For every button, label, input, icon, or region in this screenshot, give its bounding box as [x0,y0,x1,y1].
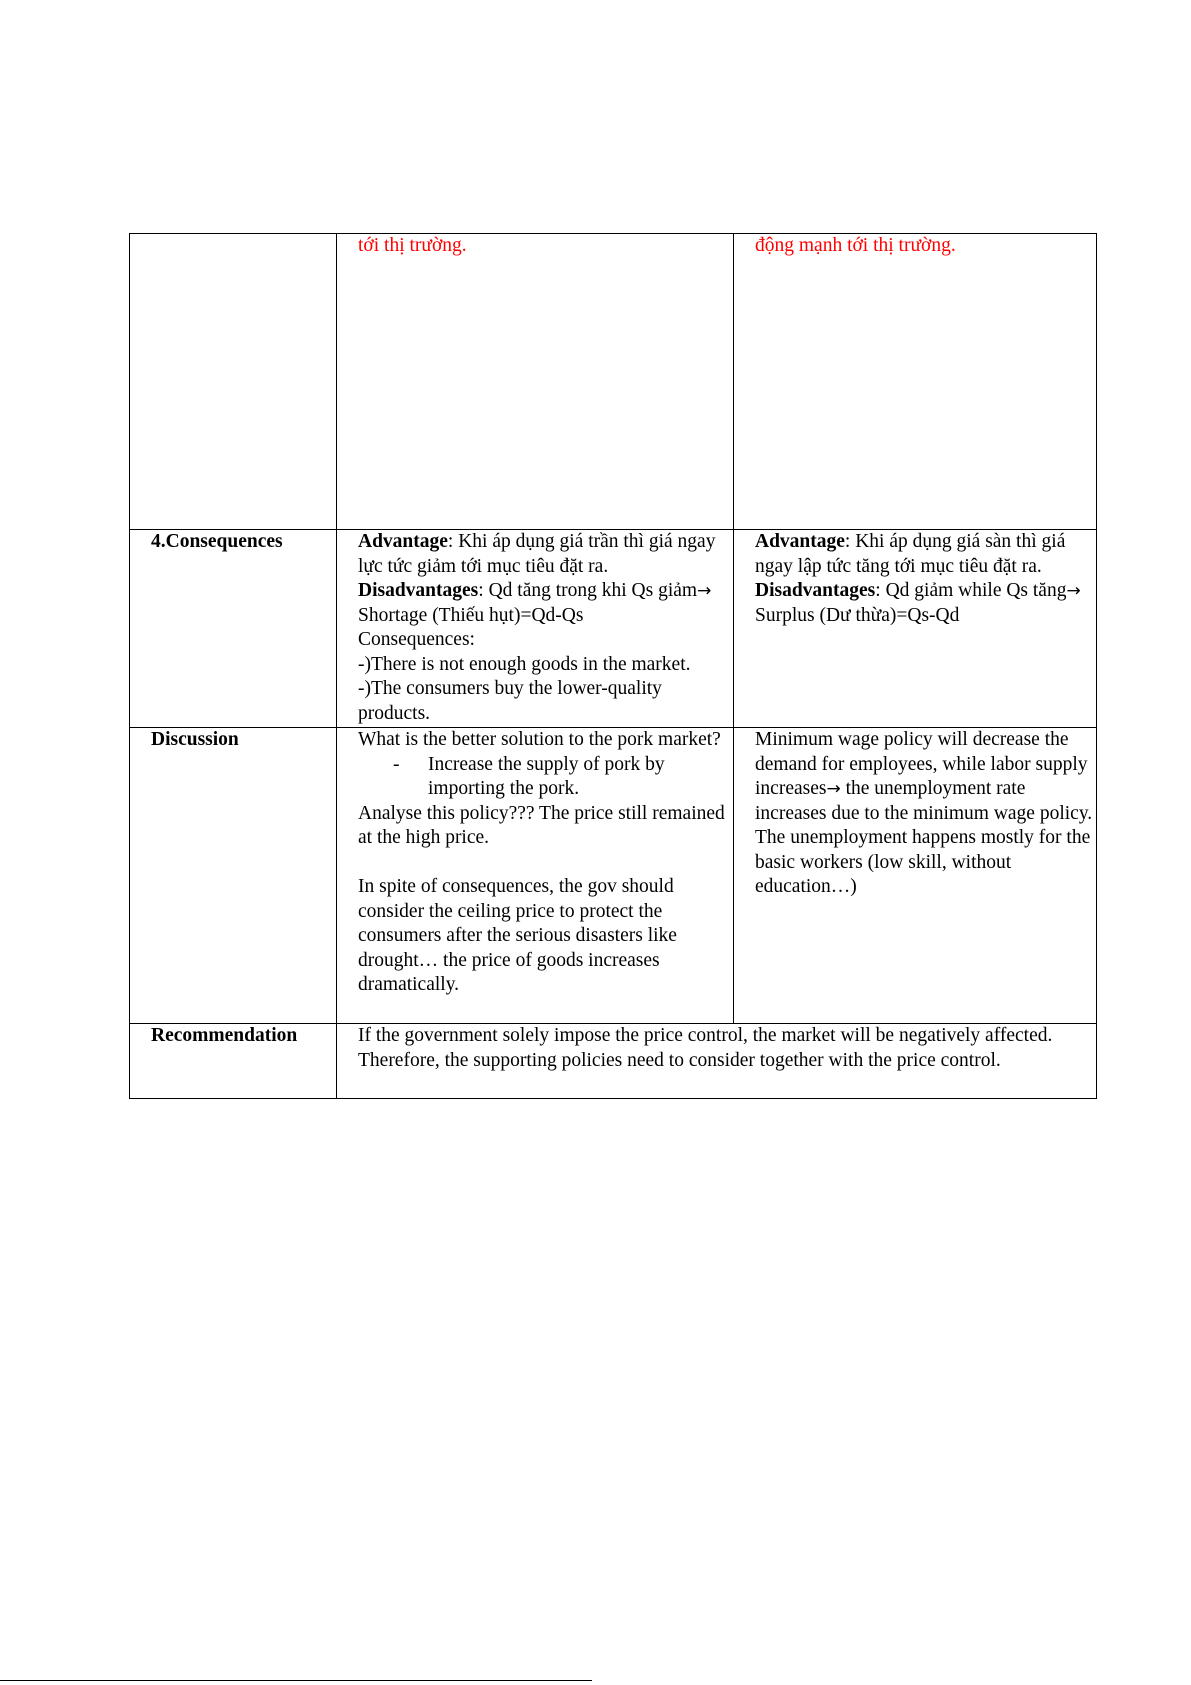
discussion-paragraph: In spite of consequences, the gov should consider the ceiling price to protect the consumers after the serious disasters like drought… the price of goods increases dramatically. [358,876,677,995]
advantage-label: Advantage [358,531,448,552]
disadvantages-label: Disadvantages [755,580,876,601]
advantage-text: : Khi áp dụng giá sàn thì giá ngay lập tức tăng tới mục tiêu đặt ra. [755,531,1066,577]
ceiling-advantage [358,530,733,579]
shortage-text: Shortage (Thiếu hụt)=Qd-Qs [358,604,584,626]
disadvantages-text: : Qd tăng trong khi Qs giảm [478,580,698,601]
ceiling-continuation-text: tới thị trường. [358,235,467,256]
footnote-divider [0,1680,592,1681]
consequence-item: -)There is not enough goods in the market. [358,653,691,675]
list-item [358,753,733,802]
empty-label-cell [130,234,337,530]
arrow-icon: → [697,581,712,601]
recommendation-cell [337,1024,1097,1099]
table-row-discussion [130,728,1097,1024]
ceiling-consequences-cell [337,530,734,728]
floor-disadvantages [755,579,1096,628]
disadvantages-label: Disadvantages [358,580,479,601]
floor-continuation-cell [734,234,1097,530]
floor-discussion-text [755,728,1096,826]
bullet-text: Increase the supply of pork by importing the pork. [428,753,665,799]
bullet-dash: - [393,753,400,775]
recommendation-label: Recommendation [130,1024,337,1099]
discussion-label: Discussion [130,728,337,1024]
comparison-table [129,233,1097,1099]
floor-discussion-part-a: Minimum wage policy will decrease the demand for employees, while labor supply increases [755,729,1088,799]
consequence-item: -)The consumers buy the lower-quality products. [358,678,662,724]
discussion-analysis: Analyse this policy??? The price still remained at the high price. [358,802,725,848]
advantage-label: Advantage [755,531,845,552]
consequences-label: 4.Consequences [130,530,337,728]
floor-discussion-cell [734,728,1097,1024]
floor-discussion-part-b: the unemployment rate increases due to the minimum wage policy. [755,778,1093,824]
recommendation-text: If the government solely impose the price control, the market will be negatively affected. Therefore, the supporting policies need to consider together with the price control. [358,1025,1053,1071]
floor-continuation-text: động mạnh tới thị trường. [755,235,956,256]
surplus-text: Surplus (Dư thừa)=Qs-Qd [755,604,960,626]
spacer [358,851,733,876]
floor-advantage [755,530,1096,579]
arrow-icon: → [1066,581,1081,601]
table-row-consequences [130,530,1097,728]
floor-discussion-text-2: The unemployment happens mostly for the basic workers (low skill, without education…) [755,827,1091,897]
table-row-recommendation [130,1024,1097,1099]
disadvantages-text: : Qd giảm while Qs tăng [875,580,1067,601]
floor-consequences-cell [734,530,1097,728]
advantage-text: : Khi áp dụng giá trần thì giá ngay lực tức giảm tới mục tiêu đặt ra. [358,531,716,577]
discussion-question: What is the better solution to the pork market? [358,729,721,750]
arrow-icon: → [826,779,841,799]
consequences-heading: Consequences: [358,629,475,650]
ceiling-discussion-cell [337,728,734,1024]
ceiling-disadvantages [358,579,733,628]
ceiling-continuation-cell [337,234,734,530]
table-row-top-continuation [130,234,1097,530]
